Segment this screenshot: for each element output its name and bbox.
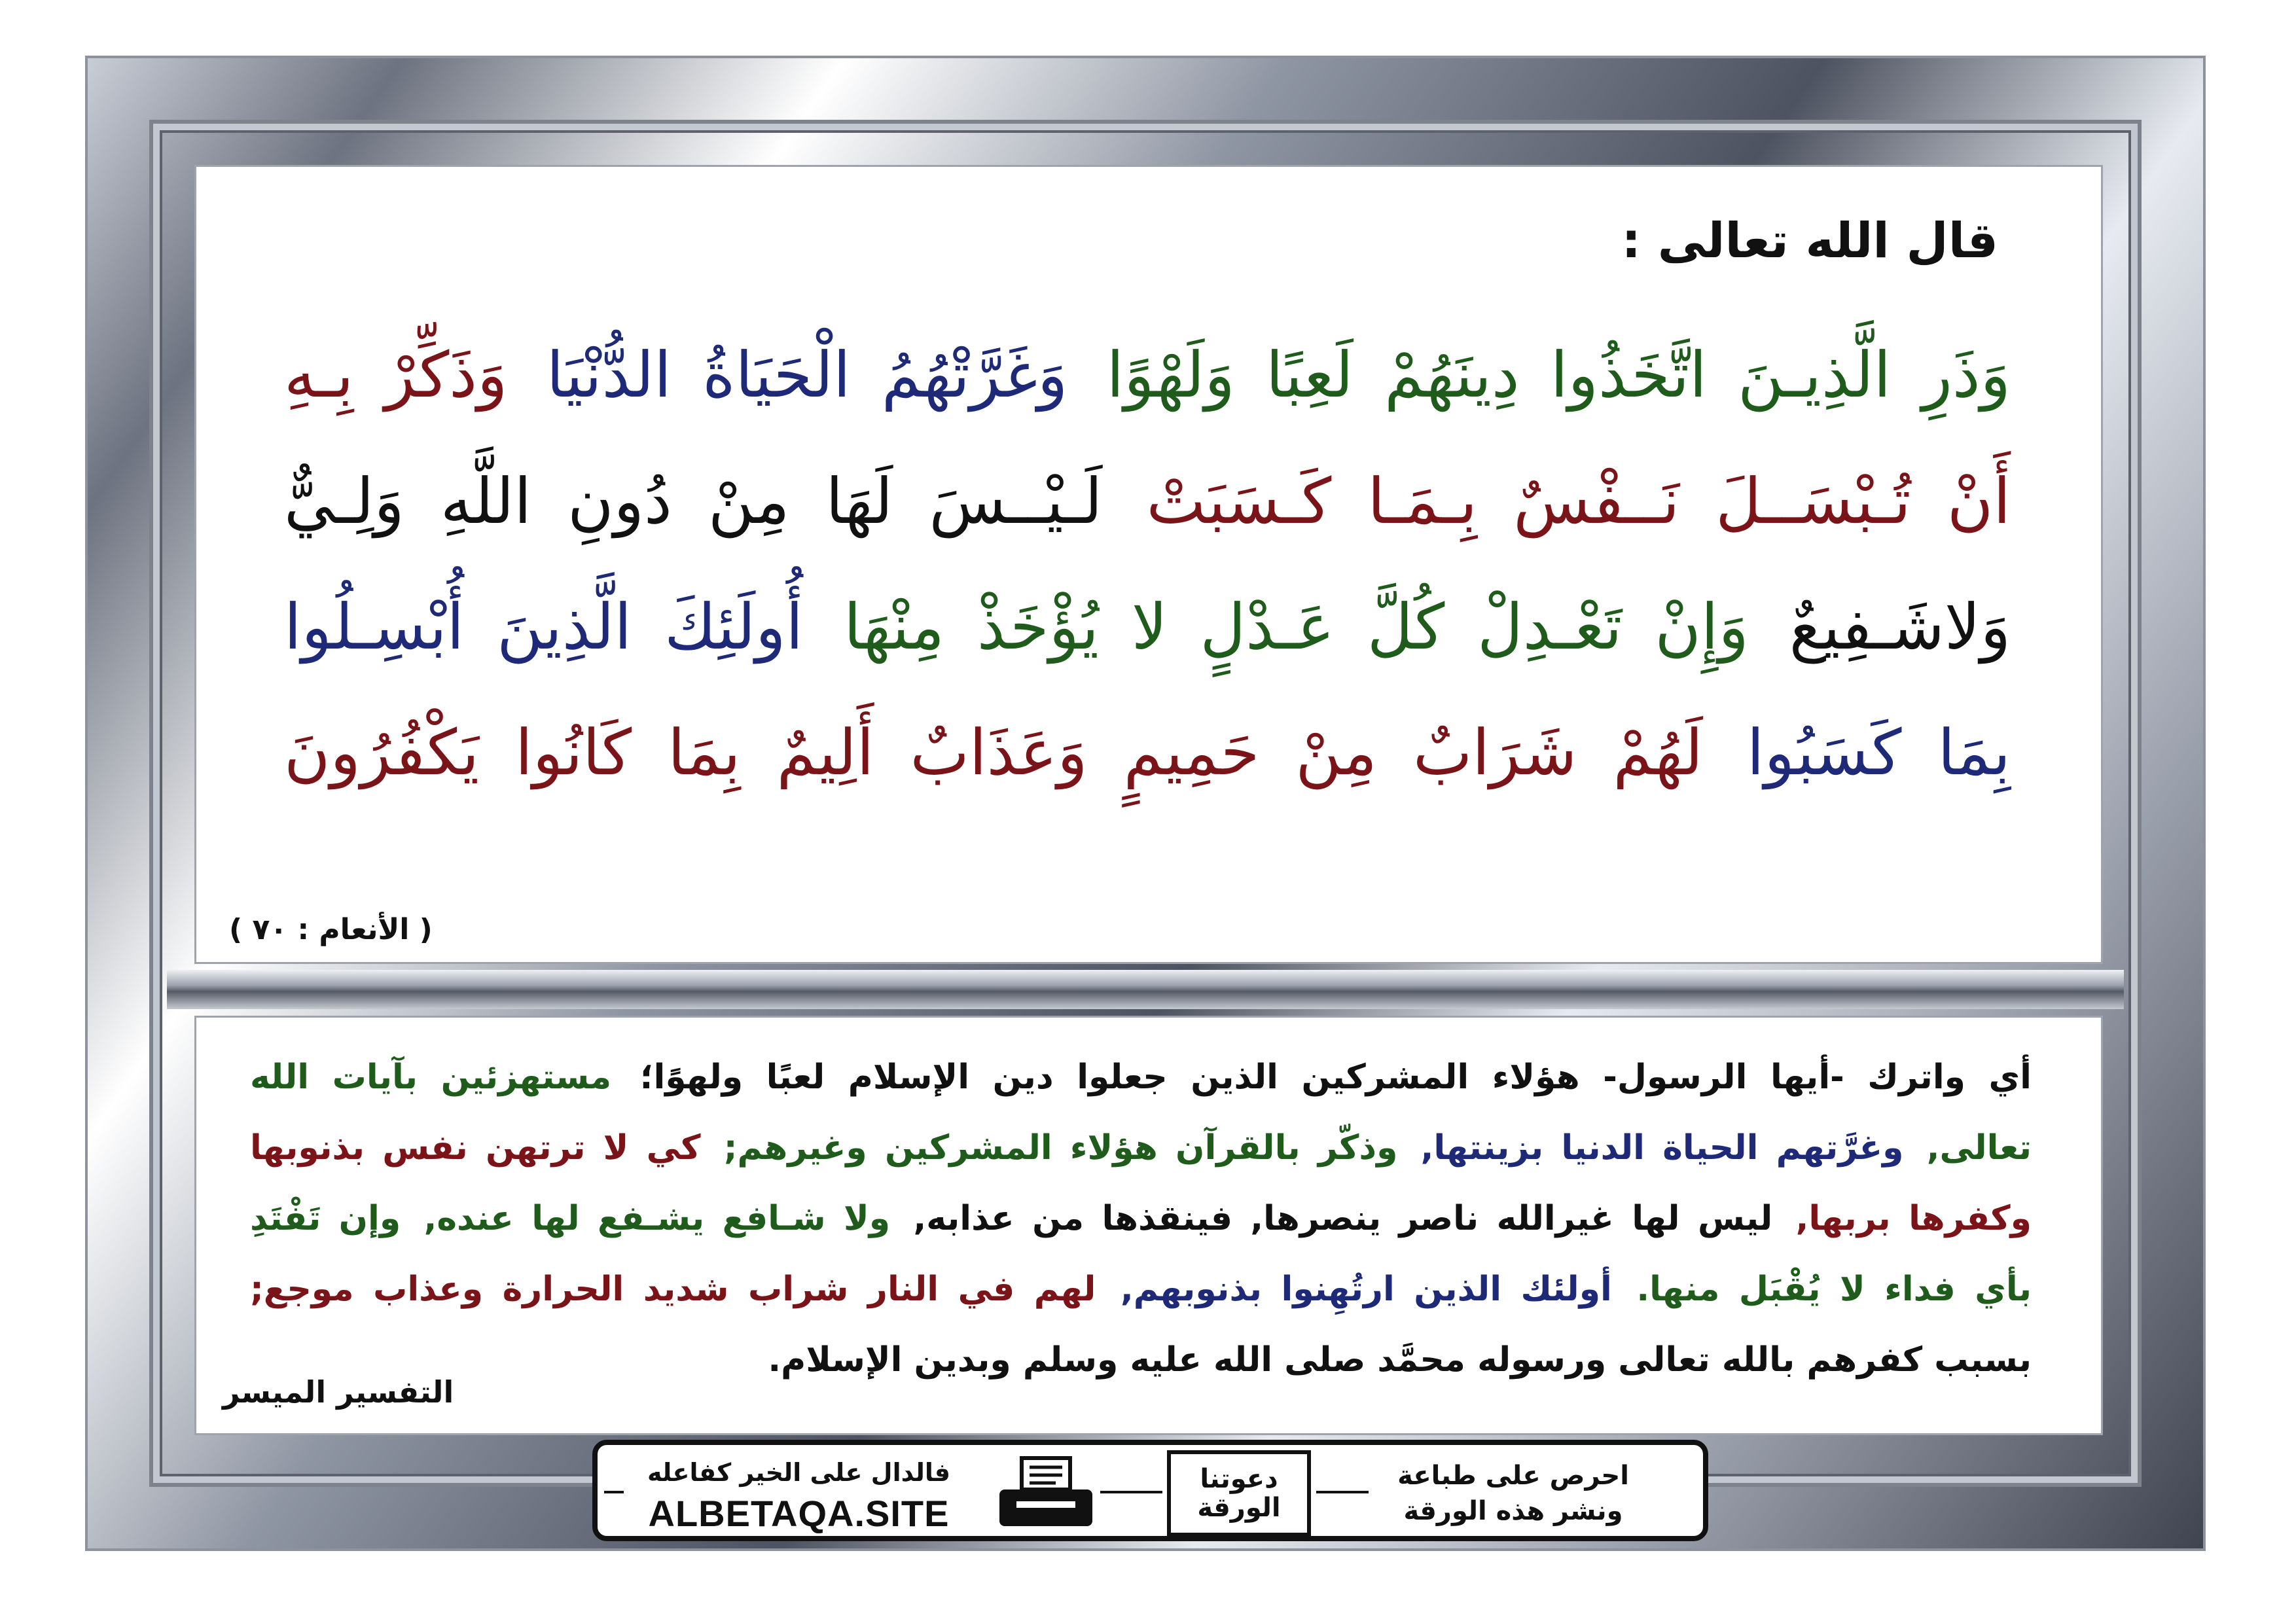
tafsir-line [247,1058,2034,1097]
verse-segment: أُولَئِكَ الَّذِينَ أُبْسِـلُوا [284,590,804,664]
banner-right [1350,1458,1677,1529]
tafsir-line [247,1270,2034,1309]
banner-slogan: فالدال على الخير كفاعله [647,1458,951,1487]
logo-line-2: الورقة [1197,1493,1281,1523]
tafsir-segment: بسبب كفرهم بالله تعالى ورسوله محمَّد صلى الله عليه وسلم وبدين الإسلام. [768,1340,2032,1380]
verse-segment: بِمَا كَسَبُوا [1746,716,2011,789]
tafsir-segment: بأي فداء لا يُقْبَل منها. [1636,1270,2032,1309]
tafsir-segment: ليس لها غيرالله ناصر ينصرها, فينقذها من عذابه, [913,1199,1773,1238]
printer-icon [997,1455,1095,1531]
tafsir-segment: كي لا ترتهن نفس بذنوبها [250,1128,701,1168]
tafsir-segment: أولئك الذين ارتُهِنوا بذنوبهم, [1120,1270,1612,1309]
tafsir-segment: لهم في النار شراب شديد الحرارة وعذاب موجع; [250,1270,1096,1309]
tafsir-segment: مستهزئين بآيات الله [250,1058,612,1097]
verse-segment: وَغَرَّتْهُمُ الْحَيَاةُ الدُّنْيَا [546,338,1068,412]
verse-segment: وَذَرِ الَّذِيـنَ اتَّخَذُوا دِينَهُمْ لَعِبًا وَلَهْوًا [1106,338,2011,412]
verse-segment: لَـيْــسَ لَهَا مِنْ دُونِ اللَّهِ وَلِـيٌّ [284,465,1103,538]
tafsir-line [247,1128,2034,1168]
tafsir-line [765,1340,2034,1380]
tafsir-source: التفسير الميسر [223,1374,454,1410]
verse-line [280,338,2015,412]
verse-segment: وَلاشَـفِيعٌ [1789,590,2011,664]
verse-line [280,590,2015,664]
banner-left [617,1458,980,1535]
tafsir-line [247,1199,2034,1238]
tafsir-segment: وكفرها بربها, [1795,1199,2032,1238]
tafsir-segment: وإن تَفْتَدِ [250,1199,401,1238]
tafsir-segment: وغرَّتهم الحياة الدنيا بزينتها, [1420,1128,1904,1168]
tafsir-segment: وذكّر بالقرآن هؤلاء المشركين وغيرهم; [723,1128,1398,1168]
verse-segment: وَإِنْ تَعْـدِلْ كُلَّ عَـدْلٍ لا يُؤْخَذْ مِنْهَا [844,590,1749,664]
verse-reference: ( الأنعام : ٧٠ ) [229,913,433,946]
verse-panel [196,167,2101,962]
header-title: قال الله تعالى : [1621,213,1998,269]
tafsir-segment: أي واترك -أيها الرسول- هؤلاء المشركين الذين جعلوا دين الإسلام لعبًا ولهوًا؛ [639,1058,2032,1097]
banner-separator [1100,1491,1162,1493]
logo-line-1: دعوتنا [1200,1464,1278,1494]
footer-banner [592,1440,1708,1541]
verse-line [280,465,2015,538]
verse-segment: وَذَكِّرْ بِـهِ [284,338,508,412]
banner-separator [604,1491,624,1493]
verse-segment: أَنْ تُـبْسَــلَ نَــفْسٌ بِـمَـا كَـسَبَتْ [1146,465,2011,538]
tafsir-segment: تعالى, [1926,1128,2032,1168]
banner-call-2: ونشر هذه الورقة [1403,1496,1623,1526]
verse-line [280,716,2015,789]
panel-divider [167,970,2124,1009]
banner-call-1: احرص على طباعة [1397,1461,1629,1491]
tafsir-segment: ولا شـافع يشـفع لها عنده, [423,1199,891,1238]
site-link[interactable]: ALBETAQA.SITE [648,1493,950,1534]
verse-segment: لَهُمْ شَرَابٌ مِنْ حَمِيمٍ وَعَذَابٌ أَلِيمٌ بِمَا كَانُوا يَكْفُرُونَ [284,716,1703,789]
logo-mark [1167,1450,1311,1537]
